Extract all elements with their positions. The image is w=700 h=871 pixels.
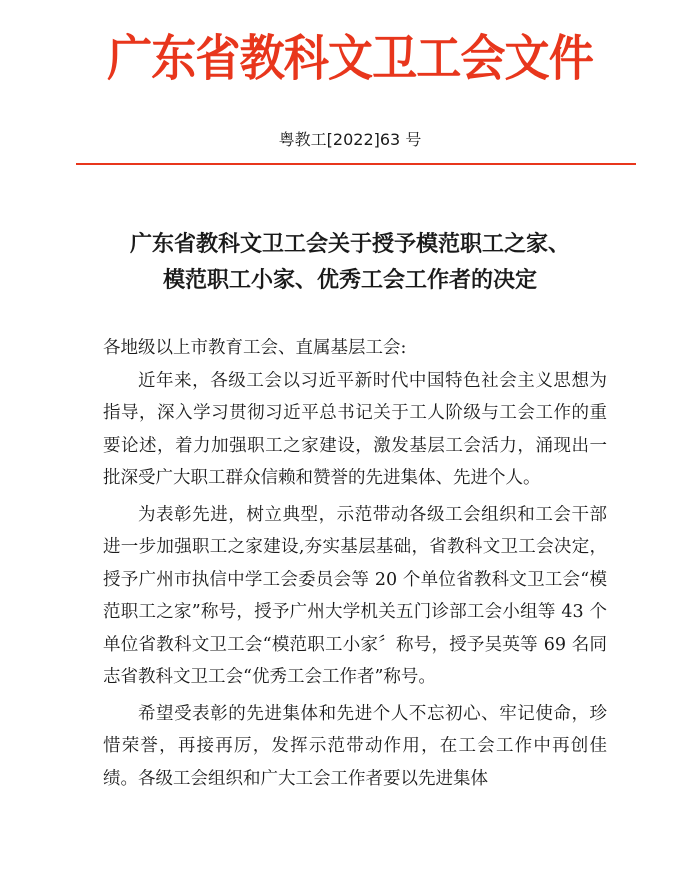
document-header-title: 广东省教科文卫工会文件 [107, 30, 593, 87]
body-paragraph-3: 希望受表彰的先进集体和先进个人不忘初心、牢记使命，珍惜荣誉，再接再厉，发挥示范带动作用，在工会工作中再创佳绩。各级工会组织和广大工会工作者要以先进集体 [103, 703, 607, 789]
document-body [103, 332, 607, 795]
body-paragraph-1: 近年来，各级工会以习近平新时代中国特色社会主义思想为指导，深入学习贯彻习近平总书记关于工人阶级与工会工作的重要论述，着力加强职工之家建设，激发基层工会活力，涌现出一批深受广大职工群众信赖和赞誉的先进集体、先进个人。 [103, 370, 607, 488]
document-number: 粤教工[2022]63 号 [278, 130, 422, 149]
document-title-line-1: 广东省教科文卫工会关于授予模范职工之家、 [129, 232, 570, 257]
header-divider [76, 163, 636, 165]
body-paragraph-2: 为表彰先进，树立典型，示范带动各级工会组织和工会干部进一步加强职工之家建设,夯实基层基础，省教科文卫工会决定，授予广州市执信中学工会委员会等 20 个单位省教科文卫工会“模范职工之家”称号，授予广州大学机关五门诊部工会小组等 43 个单位省教科文卫工会“模范职工小家〞称号，授予吴英等 69 名同志省教科文卫工会“优秀工会工作者”称号。 [103, 504, 607, 687]
salutation: 各地级以上市教育工会、直属基层工会: [103, 338, 407, 358]
document-title-line-2: 模范职工小家、优秀工会工作者的决定 [162, 268, 537, 293]
document-title [0, 227, 700, 299]
